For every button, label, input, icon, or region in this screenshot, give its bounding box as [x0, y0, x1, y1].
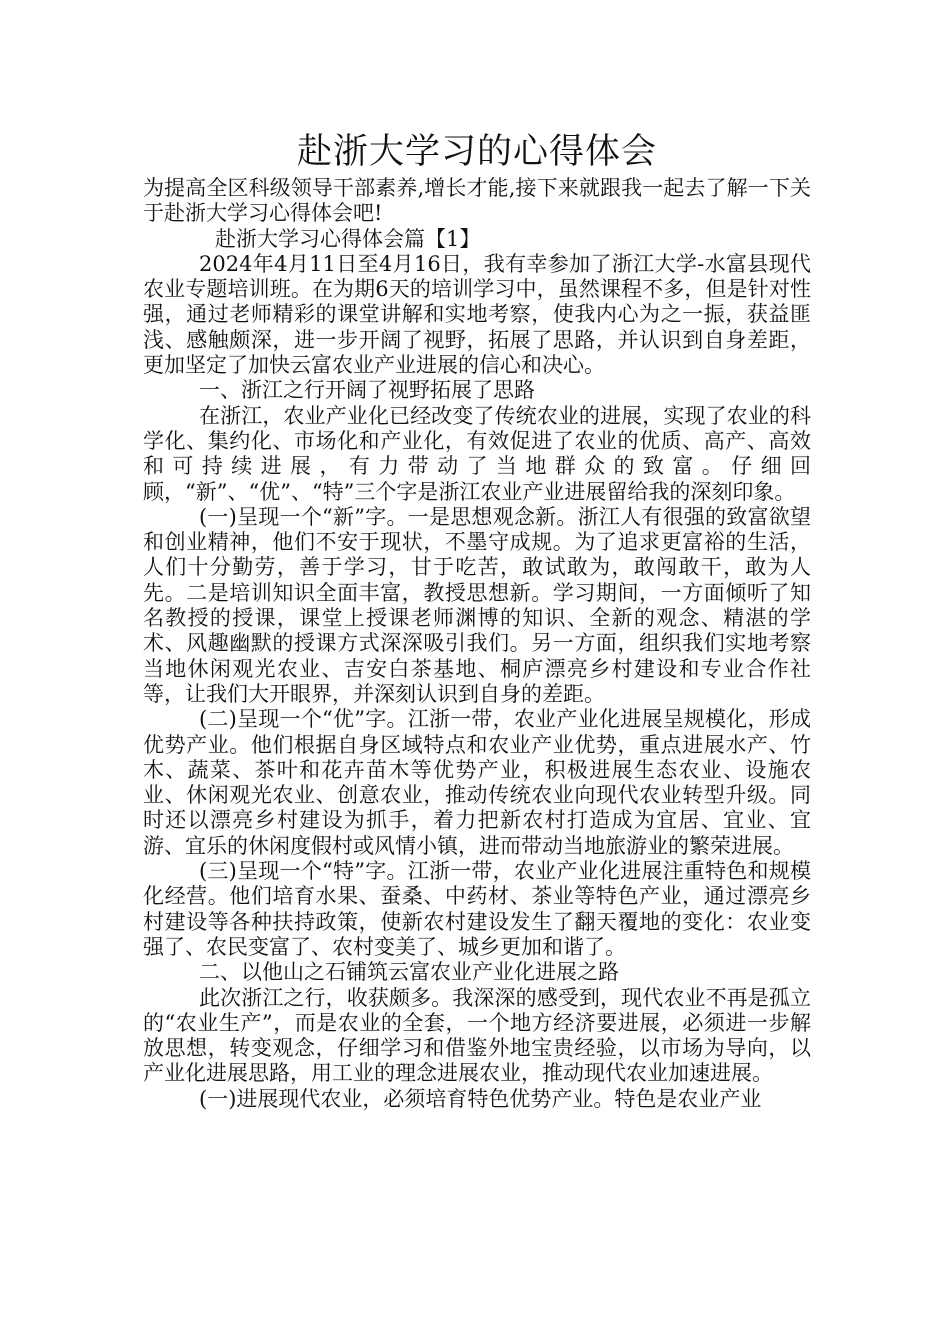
body-paragraph-3: (一)呈现一个“新”字。一是思想观念新。浙江人有很强的致富欲望和创业精神，他们不安于现状，不墨守成规。为了追求更富裕的生活，人们十分勤劳，善于学习，甘于吃苦，敢试敢为，敢闯敢干，敢为人先。二是培训知识全面丰富，教授思想新。学习期间，一方面倾听了知名教授的授课，课堂上授课老师渊博的知识、全新的观念、精湛的学术、风趣幽默的授课方式深深吸引我们。另一方面，组织我们实地考察当地休闲观光农业、吉安白茶基地、桐庐漂亮乡村建设和专业合作社等，让我们大开眼界，并深刻认识到自身的差距。 [143, 504, 811, 706]
body-paragraph-5: (三)呈现一个“特”字。江浙一带，农业产业化进展注重特色和规模化经营。他们培育水果、蚕桑、中药材、茶业等特色产业，通过漂亮乡村建设等各种扶持政策，使新农村建设发生了翻天覆地的变化：农业变强了、农民变富了、农村变美了、城乡更加和谐了。 [143, 859, 811, 959]
section-subhead: 赴浙大学习心得体会篇【1】 [215, 226, 481, 251]
body-paragraph-4: (二)呈现一个“优”字。江浙一带，农业产业化进展呈规模化，形成优势产业。他们根据自身区域特点和农业产业优势，重点进展水产、竹木、蔬菜、茶叶和花卉苗木等优势产业，积极进展生态农业、设施农业、休闲观光农业、创意农业，推动传统农业向现代农业转型升级。同时还以漂亮乡村建设为抓手，着力把新农村打造成为宜居、宜业、宜游、宜乐的休闲度假村或风情小镇，进而带动当地旅游业的繁荣进展。 [143, 707, 811, 858]
intro-paragraph: 为提高全区科级领导干部素养,增长才能,接下来就跟我一起去了解一下关于赴浙大学习心得体会吧! [143, 176, 811, 226]
page-title: 赴浙大学习的心得体会 [296, 132, 657, 172]
section-heading-2: 二、以他山之石铺筑云富农业产业化进展之路 [199, 960, 619, 985]
document-page [143, 128, 811, 1112]
body-paragraph-7: (一)进展现代农业，必须培育特色优势产业。特色是农业产业 [199, 1086, 762, 1111]
body-paragraph-6: 此次浙江之行，收获颇多。我深深的感受到，现代农业不再是孤立的“农业生产”，而是农业的全套，一个地方经济要进展，必须进一步解放思想，转变观念，仔细学习和借鉴外地宝贵经验，以市场为导向，以产业化进展思路，用工业的理念进展农业，推动现代农业加速进展。 [143, 985, 811, 1086]
body-paragraph-2: 在浙江，农业产业化已经改变了传统农业的进展，实现了农业的科学化、集约化、市场化和产业化，有效促进了农业的优质、高产、高效和可持续进展，有力带动了当地群众的致富。仔细回顾，“新”、“优”、“特”三个字是浙江农业产业进展留给我的深刻印象。 [143, 403, 811, 504]
section-heading-1: 一、浙江之行开阔了视野拓展了思路 [199, 378, 535, 403]
body-paragraph-1: 2024年4月11日至4月16日，我有幸参加了浙江大学-水富县现代农业专题培训班。在为期6天的培训学习中，虽然课程不多，但是针对性强，通过老师精彩的课堂讲解和实地考察，使我内心为之一振，获益匪浅、感触颇深，进一步开阔了视野，拓展了思路，并认识到自身差距，更加坚定了加快云富农业产业进展的信心和决心。 [143, 251, 811, 378]
